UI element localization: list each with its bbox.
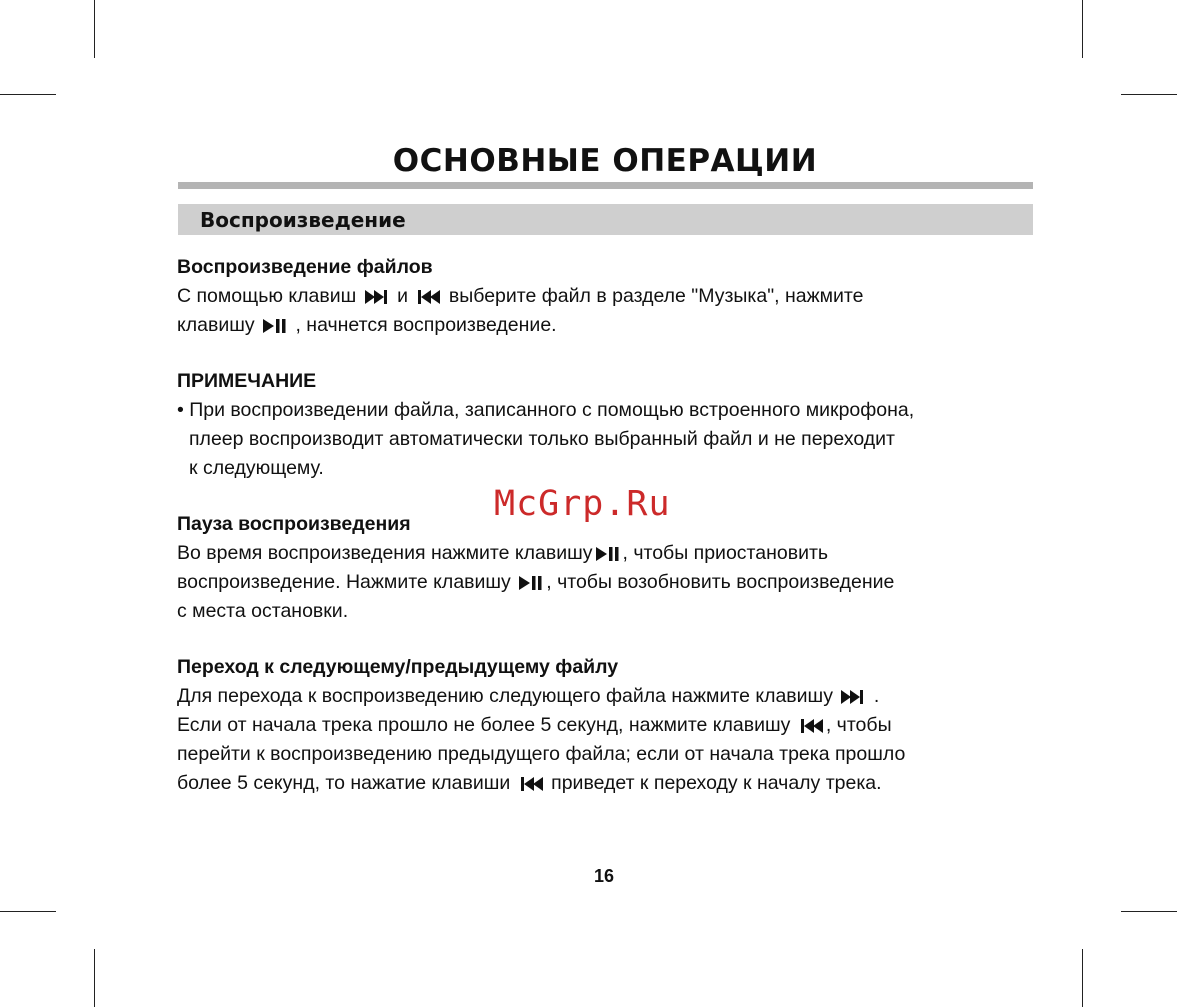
skip-line-3: перейти к воспроизведению предыдущего файла; если от начала трека прошло (177, 743, 906, 765)
title-rule (178, 182, 1033, 189)
next-track-icon (841, 690, 865, 704)
crop-mark (1082, 0, 1083, 58)
skip-line-1: Для перехода к воспроизведению следующего файла нажмите клавишу . (177, 685, 880, 707)
play-pause-icon (519, 576, 543, 590)
prev-track-icon (519, 777, 543, 791)
pause-heading: Пауза воспроизведения (177, 513, 411, 535)
play-pause-icon (596, 547, 620, 561)
note-line-1: • При воспроизведении файла, записанного с помощью встроенного микрофона, (177, 399, 915, 421)
skip-heading: Переход к следующему/предыдущему файлу (177, 656, 619, 678)
play-pause-icon (263, 319, 287, 333)
playback-heading: Воспроизведение файлов (177, 256, 433, 278)
crop-mark (94, 0, 95, 58)
playback-line-1: С помощью клавиш и выберите файл в разделе "Музыка", нажмите (177, 285, 864, 307)
watermark: McGrp.Ru (494, 484, 671, 524)
page-number: 16 (594, 866, 615, 886)
section-title: Воспроизведение (200, 208, 406, 232)
prev-track-icon (799, 719, 823, 733)
section-header (178, 204, 1033, 235)
crop-mark (1121, 94, 1177, 95)
pause-line-3: с места остановки. (177, 600, 349, 622)
manual-body (177, 253, 1057, 798)
skip-line-2: Если от начала трека прошло не более 5 секунд, нажмите клавишу , чтобы (177, 714, 892, 736)
pause-line-1: Во время воспроизведения нажмите клавишу , чтобы приостановить (177, 542, 829, 564)
prev-track-icon (416, 290, 440, 304)
note-line-3: к следующему. (189, 457, 324, 479)
playback-line-2: клавишу , начнется воспроизведение. (177, 314, 557, 336)
next-track-icon (365, 290, 389, 304)
pause-line-2: воспроизведение. Нажмите клавишу , чтобы возобновить воспроизведение (177, 571, 895, 593)
page-title: ОСНОВНЫЕ ОПЕРАЦИИ (392, 143, 818, 179)
note-line-2: плеер воспроизводит автоматически только выбранный файл и не переходит (189, 428, 895, 450)
skip-line-4: более 5 секунд, то нажатие клавиши приведет к переходу к началу трека. (177, 772, 882, 794)
crop-mark (1082, 949, 1083, 1007)
crop-mark (94, 949, 95, 1007)
crop-mark (1121, 911, 1177, 912)
note-heading: ПРИМЕЧАНИЕ (177, 370, 317, 392)
crop-mark (0, 94, 56, 95)
crop-mark (0, 911, 56, 912)
